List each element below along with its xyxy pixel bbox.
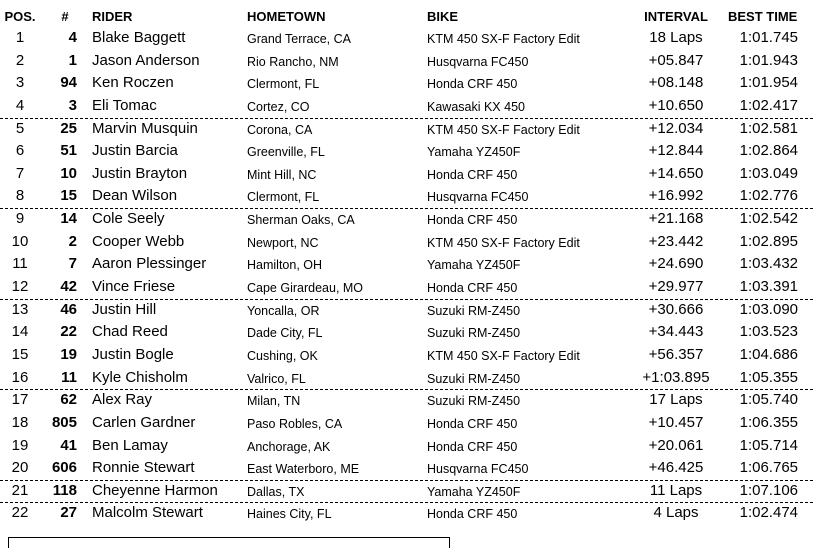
cell-number: 11 [61,368,77,386]
cell-best-time: 1:01.943 [739,51,798,69]
cell-rider: Justin Bogle [92,345,174,363]
cell-interval: 17 Laps [649,391,703,409]
cell-hometown: Haines City, FL [247,507,332,522]
cell-number: 42 [60,278,77,296]
cell-number: 15 [60,187,77,205]
table-row [0,368,813,391]
cell-number: 2 [68,232,77,250]
cell-hometown: Yoncalla, OR [247,303,320,318]
cell-hometown: Cushing, OK [247,348,318,363]
cell-pos: 19 [11,436,29,454]
cell-hometown: Rio Rancho, NM [247,54,339,69]
table-row [0,28,813,51]
cell-number: 22 [60,323,77,341]
cell-bike: Husqvarna FC450 [427,54,529,69]
header-row [0,0,813,28]
table-row [0,51,813,74]
cell-best-time: 1:07.106 [739,481,798,499]
cell-rider: Marvin Musquin [92,119,198,137]
header-pos: POS. [4,9,36,24]
cell-number: 51 [60,142,77,160]
table-row [0,413,813,436]
cell-number: 19 [60,345,77,363]
header-rider: RIDER [92,9,133,24]
cell-hometown: Milan, TN [247,394,301,409]
cell-pos: 21 [11,481,29,499]
table-row [0,503,813,526]
table-row [0,436,813,459]
cell-rider: Justin Hill [92,300,157,318]
cell-number: 3 [68,96,77,114]
cell-pos: 17 [11,391,29,409]
cell-bike: KTM 450 SX-F Factory Edit [427,235,580,250]
cell-pos: 8 [15,187,25,205]
cell-number: 94 [60,74,77,92]
cell-interval: +12.844 [648,142,704,160]
cell-rider: Justin Brayton [92,164,188,182]
cell-pos: 4 [15,96,25,114]
table-row [0,300,813,323]
cell-rider: Jason Anderson [92,51,200,69]
cell-best-time: 1:03.049 [739,164,798,182]
table-row [0,254,813,277]
cell-hometown: Hamilton, OH [247,258,323,273]
cell-hometown: Grand Terrace, CA [247,32,351,46]
cell-number: 27 [60,504,77,522]
table-row [0,73,813,96]
cell-number: 4 [68,29,77,46]
cell-best-time: 1:06.355 [739,413,798,431]
cell-hometown: Dade City, FL [247,326,323,341]
header-hometown: HOMETOWN [247,9,326,24]
cell-best-time: 1:03.523 [739,323,798,341]
table-row [0,96,813,119]
cell-pos: 11 [12,255,28,273]
cell-hometown: Mint Hill, NC [247,167,317,182]
cell-pos: 22 [11,504,29,522]
cell-interval: +24.690 [648,255,704,273]
cell-interval: 11 Laps [649,481,703,499]
cell-bike: Yamaha YZ450F [427,258,521,273]
cell-pos: 16 [11,368,29,386]
cell-rider: Dean Wilson [92,187,178,205]
cell-interval: +05.847 [648,51,704,69]
table-row [0,345,813,368]
cell-rider: Blake Baggett [92,29,186,46]
cell-hometown: Cortez, CO [247,99,310,114]
cell-best-time: 1:01.745 [739,29,798,46]
table-row [0,164,813,187]
cell-bike: Honda CRF 450 [427,416,518,431]
cell-rider: Eli Tomac [92,96,157,114]
cell-number: 25 [60,119,77,137]
cell-interval: +29.977 [648,278,704,296]
cell-number: 14 [60,210,77,228]
cell-bike: Suzuki RM-Z450 [427,326,521,341]
cell-pos: 5 [15,119,25,137]
header-bike: BIKE [427,9,459,24]
cell-pos: 1 [15,29,25,46]
cell-rider: Justin Barcia [92,142,178,160]
table-row [0,322,813,345]
cell-pos: 3 [15,74,25,92]
cell-bike: Honda CRF 450 [427,439,518,454]
cell-number: 1 [68,51,77,69]
cell-number: 118 [52,481,77,499]
cell-interval: +10.650 [648,96,704,114]
cell-interval: +20.061 [648,436,704,454]
cell-interval: +10.457 [648,413,704,431]
table-row [0,232,813,255]
cell-pos: 13 [11,300,29,318]
table-row [0,481,813,504]
cell-hometown: Cape Girardeau, MO [247,281,364,296]
cell-bike: Suzuki RM-Z450 [427,394,521,409]
cell-bike: KTM 450 SX-F Factory Edit [427,32,580,46]
cell-best-time: 1:03.090 [739,300,798,318]
cell-pos: 14 [11,323,29,341]
cell-hometown: Newport, NC [247,235,319,250]
cell-rider: Vince Friese [92,278,176,296]
table-row [0,209,813,232]
cell-bike: Honda CRF 450 [427,213,518,228]
cell-rider: Cheyenne Harmon [92,481,218,499]
cell-best-time: 1:02.542 [739,210,798,228]
cell-interval: +30.666 [648,300,704,318]
cell-best-time: 1:03.391 [739,278,798,296]
cell-best-time: 1:05.714 [739,436,798,454]
cell-bike: Honda CRF 450 [427,281,518,296]
cell-bike: KTM 450 SX-F Factory Edit [427,122,580,137]
cell-interval: +23.442 [648,232,704,250]
table-row [0,277,813,300]
cell-number: 805 [51,413,77,431]
cell-bike: Yamaha YZ450F [427,145,521,160]
cell-pos: 2 [15,51,25,69]
header-best-time: BEST TIME [728,9,798,24]
cell-rider: Carlen Gardner [92,413,196,431]
cell-rider: Cole Seely [92,210,165,228]
cell-pos: 18 [11,413,29,431]
header-interval: INTERVAL [644,9,708,24]
cell-interval: +34.443 [648,323,704,341]
cell-bike: Suzuki RM-Z450 [427,371,521,386]
cell-rider: Chad Reed [92,323,168,341]
cell-best-time: 1:02.864 [739,142,798,160]
cell-bike: Suzuki RM-Z450 [427,303,521,318]
table-row [0,119,813,142]
cell-hometown: Corona, CA [247,122,313,137]
cell-interval: +08.148 [648,74,704,92]
cell-hometown: Paso Robles, CA [247,416,343,431]
cell-bike: KTM 450 SX-F Factory Edit [427,348,580,363]
cell-bike: Honda CRF 450 [427,507,518,522]
cell-pos: 12 [11,278,29,296]
cell-rider: Alex Ray [92,391,153,409]
cell-pos: 10 [11,232,29,250]
cell-interval: +46.425 [648,459,704,477]
cell-rider: Aaron Plessinger [92,255,207,273]
cell-pos: 15 [11,345,29,363]
cell-pos: 7 [15,164,25,182]
table-row [0,141,813,164]
cell-rider: Kyle Chisholm [92,368,188,386]
cell-number: 10 [60,164,77,182]
cell-best-time: 1:01.954 [739,74,798,92]
header-number: # [61,9,69,24]
cell-best-time: 1:05.355 [739,368,798,386]
cell-pos: 6 [15,142,25,160]
table-body [0,28,813,526]
cell-best-time: 1:05.740 [739,391,798,409]
cell-hometown: Clermont, FL [247,190,320,205]
cell-hometown: Dallas, TX [247,484,305,499]
table-row [0,458,813,481]
cell-number: 606 [51,459,77,477]
cell-interval: +21.168 [648,210,704,228]
cell-bike: Honda CRF 450 [427,77,518,92]
cell-hometown: Greenville, FL [247,145,325,160]
cell-number: 7 [68,255,77,273]
table-row [0,390,813,413]
cell-best-time: 1:02.581 [739,119,798,137]
cell-interval: 4 Laps [653,504,699,522]
cell-best-time: 1:02.776 [739,187,798,205]
cell-bike: Kawasaki KX 450 [427,99,525,114]
cell-hometown: East Waterboro, ME [247,462,360,477]
cell-interval: +16.992 [648,187,704,205]
cell-hometown: Anchorage, AK [247,439,331,454]
cell-rider: Ken Roczen [92,74,174,92]
cell-interval: 18 Laps [649,29,703,46]
cell-bike: Yamaha YZ450F [427,484,521,499]
cell-bike: Husqvarna FC450 [427,190,529,205]
cell-number: 62 [60,391,77,409]
cell-rider: Ben Lamay [92,436,168,454]
cell-pos: 20 [11,459,29,477]
cell-number: 41 [60,436,77,454]
cell-hometown: Sherman Oaks, CA [247,213,355,228]
cell-interval: +14.650 [648,164,704,182]
cell-best-time: 1:03.432 [739,255,798,273]
cell-bike: Honda CRF 450 [427,167,518,182]
cell-best-time: 1:02.474 [739,504,798,522]
cell-hometown: Valrico, FL [247,371,306,386]
cell-rider: Malcolm Stewart [92,504,203,522]
cell-rider: Cooper Webb [92,232,185,250]
cell-best-time: 1:06.765 [739,459,798,477]
cell-interval: +56.357 [648,345,704,363]
cell-hometown: Clermont, FL [247,77,320,92]
cell-best-time: 1:04.686 [739,345,798,363]
cell-number: 46 [60,300,77,318]
cell-bike: Husqvarna FC450 [427,462,529,477]
cell-pos: 9 [15,210,25,228]
cell-rider: Ronnie Stewart [92,459,195,477]
cell-best-time: 1:02.895 [739,232,798,250]
cell-best-time: 1:02.417 [739,96,798,114]
footer-box [8,537,450,548]
cell-interval: +1:03.895 [642,368,710,386]
cell-interval: +12.034 [648,119,704,137]
table-row [0,186,813,209]
